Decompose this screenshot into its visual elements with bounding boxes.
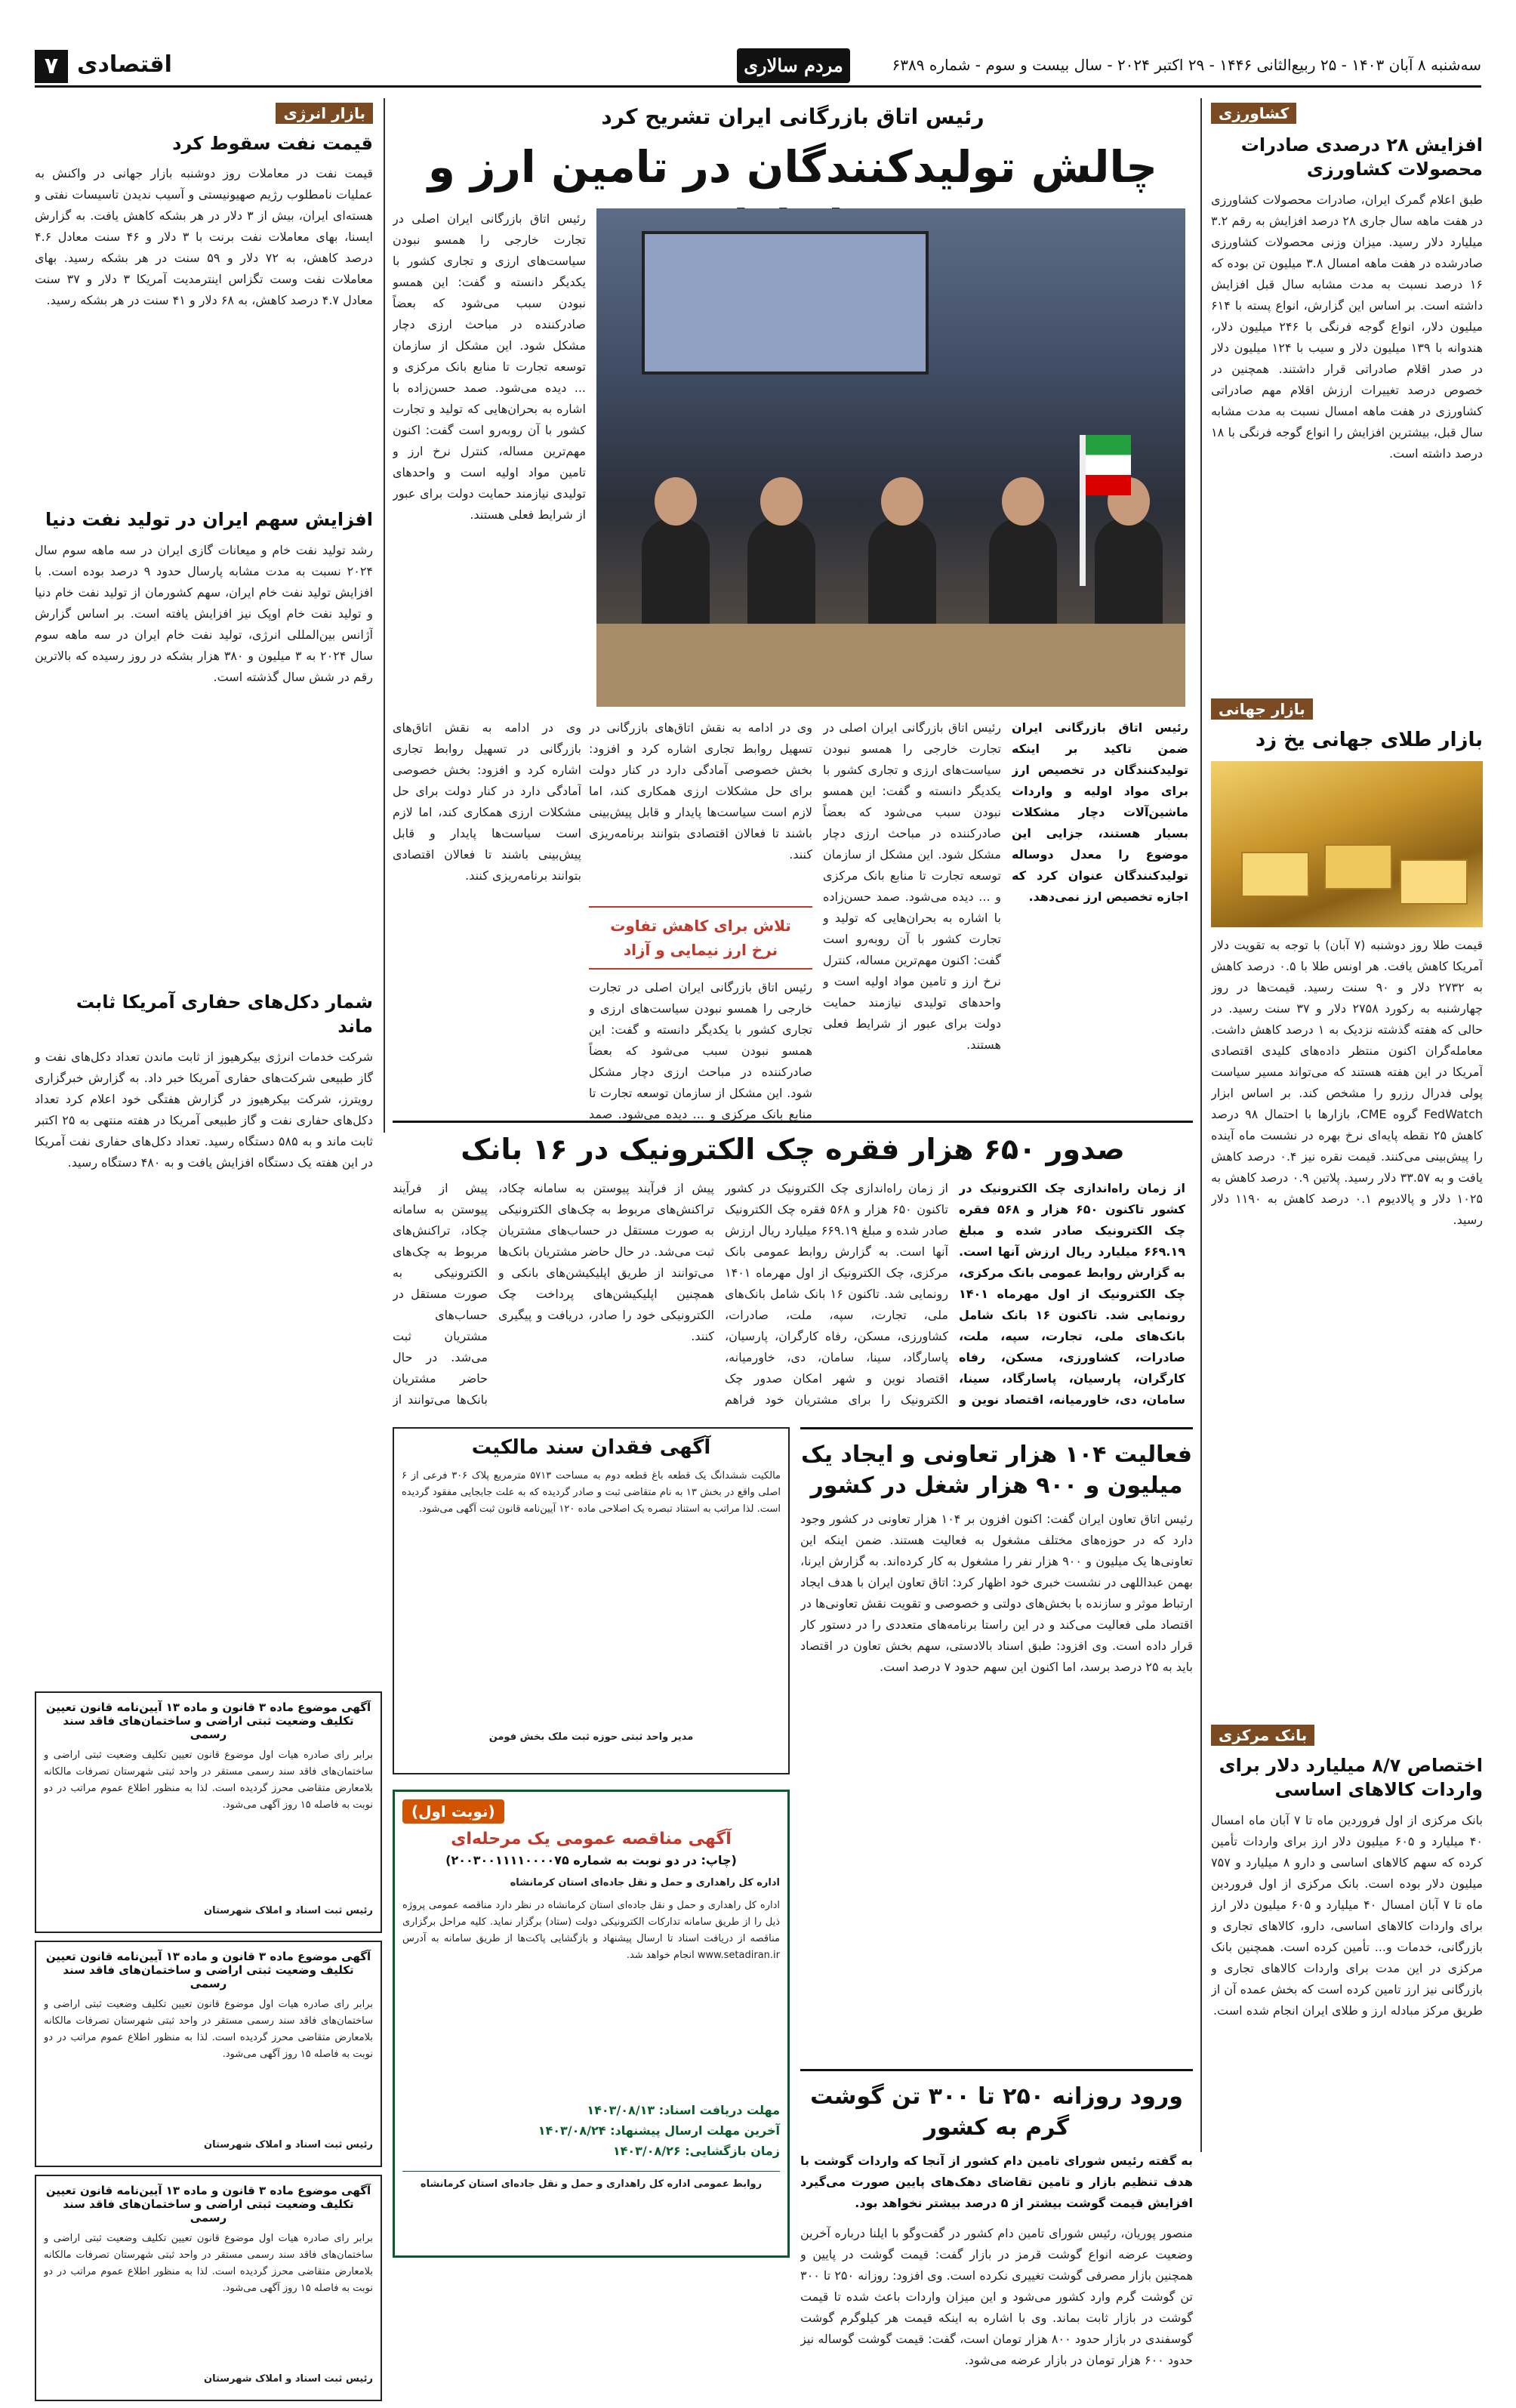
legal-notice-2: آگهی موضوع ماده ۳ قانون و ماده ۱۳ آیین‌نامه قانون تعیین تکلیف وضعیت ثبتی اراضی و ساختمان‌های فاقد سند رسمی برابر رای صادره هیات اول موضوع قانون تعیین تکلیف وضعیت ثبتی اراضی و ساختمان‌های فاقد سند رسمی مستقر در واحد ثبتی شهرستان تصرفات مالکانه بلامعارض متقاضی محرز گردیده است. لذا به منظور اطلاع عموم مراتب در دو نوبت به فاصله ۱۵ روز آگهی می‌شود. رئیس ثبت اسناد و املاک شهرستان: [35, 1941, 382, 2167]
cheque-headline: صدور ۶۵۰ هزار فقره چک الکترونیک در ۱۶ بانک: [461, 1133, 1125, 1166]
main-body-col3: [589, 717, 812, 1121]
agriculture-body: طبق اعلام گمرک ایران، صادرات محصولات کشاورزی در هفت ماهه سال جاری ۲۸ درصد افزایش به رقم ۳.۲ میلیارد دلار رسید. میزان وزنی محصولات کشاورزی صادرشده در هفت ماهه امسال ۳.۸ میلیون تن بوده که ۱۶ درصد نسبت به مدت مشابه سال قبل افزایش داشته است. بر اساس این گزارش، انواع پسته با ۶۱۴ میلیون دلار، انواع گوجه فرنگی با ۲۴۶ میلیون دلار، هندوانه با ۱۳۹ میلیون دلار و سیب با ۱۲۴ میلیون دلار در صدر اقلام صادراتی قرار داشتند. همچنین در خصوص درصد تغییرات ارزش اقلام مهم صادراتی کشاورزی در هفت ماهه امسال نسبت به مدت مشابه سال قبل، بیشترین افزایش را انواع گوجه فرنگی با ۱۸ درصد داشته است.: [1211, 192, 1483, 461]
legal-notice-1: آگهی موضوع ماده ۳ قانون و ماده ۱۳ آیین‌نامه قانون تعیین تکلیف وضعیت ثبتی اراضی و ساختمان‌های فاقد سند رسمی برابر رای صادره هیات اول موضوع قانون تعیین تکلیف وضعیت ثبتی اراضی و ساختمان‌های فاقد سند رسمی مستقر در واحد ثبتی شهرستان تصرفات مالکانه بلامعارض متقاضی محرز گردیده است. لذا به منظور اطلاع عموم مراتب در دو نوبت به فاصله ۱۵ روز آگهی می‌شود. رئیس ثبت اسناد و املاک شهرستان: [35, 1691, 382, 1933]
tender-submit: آخرین مهلت ارسال پیشنهاد: ۱۴۰۳/۰۸/۲۴: [538, 2123, 780, 2138]
oil-share-headline: افزایش سهم ایران در تولید نفت دنیا: [45, 509, 373, 531]
column-divider: [384, 98, 385, 1133]
legal-notices-left: [35, 1691, 382, 2401]
imports-body: بانک مرکزی از اول فروردین ماه تا ۷ آبان ماه امسال ۴۰ میلیارد و ۶۰۵ میلیون دلار ارز برای واردات تأمین کرده که سهم کالاهای اساسی و دارو ۸ میلیارد و ۷۵۷ میلیون دلار بوده است. بانک مرکزی از اول فروردین ماه تا ۷ آبان امسال ۴۰ میلیارد و ۶۰۵ میلیون دلار ارز برای واردات کالاهای اساسی، دارو، کالاهای تجاری و بازرگانی، خدمات و... تأمین کرده است. همچنین بانک مرکزی در این مدت برای واردات کالاهای تجاری و بازرگانی نیز ارز تامین کرده است که بخش عمده آن از طریق مرکز مبادله ارز و طلای ایران انجام شده است.: [1211, 1812, 1483, 2018]
lost-deed-notice: [393, 1427, 790, 1774]
main-lead: رئیس اتاق بازرگانی ایران ضمن تاکید بر اینکه تولیدکنندگان در تخصیص ارز برای مواد اولیه و واردات ماشین‌آلات دچار مشکلات بسیار هستند، جزایی این موضوع را معدل دوساله تولیدکنندگان عنوان کرد که اجازه تخصیص ارز نمی‌دهد.: [1012, 720, 1188, 904]
meat-body: منصور پوریان، رئیس شورای تامین دام کشور در گفت‌وگو با ایلنا درباره آخرین وضعیت عرضه انواع گوشت قرمز در بازار گفت: قیمت گوشت در پایین و همچنین بازار مصرفی گوشت تغییری نکرده است. وی افزود: روزانه ۲۵۰ تا ۳۰۰ تن گوشت گرم وارد کشور می‌شود و این میزان واردات باعث شده تا قیمت گوشت در بازار ثابت بماند. وی با اشاره به اینکه قیمت هر کیلوگرم گوشت گوسفندی در بازار حدود ۸۰۰ هزار تومان است، گفت: قیمت گوشت گوساله نیز حدود ۶۰۰ هزار تومان در بازار عرضه می‌شود.: [800, 2226, 1193, 2367]
page-number: ۷: [35, 50, 68, 83]
masthead: [35, 45, 1481, 88]
oil-share-body: رشد تولید نفت خام و میعانات گازی ایران در سه ماهه سوم سال ۲۰۲۴ نسبت به مدت مشابه پارسال حدود ۹ درصد بوده است. با افزایش تولید نفت خام ایران، سهم کشورمان از تولید نفت خام دنیا و تولید نفت خام اوپک نیز افزایش یافته است. بر اساس گزارش آژانس بین‌المللی انرژی، تولید نفت خام ایران در سه ماهه سوم سال ۲۰۲۴ به ۳ میلیون و ۳۸۰ هزار بشکه در روز رسیده که بالاترین رقم در شش سال گذشته است.: [35, 542, 373, 684]
oil-price-headline: قیمت نفت سقوط کرد: [172, 133, 373, 154]
cheque-body-col2: از زمان راه‌اندازی چک الکترونیک در کشور تاکنون ۶۵۰ هزار و ۵۶۸ فقره چک الکترونیک صادر شده و مبلغ ۶۶۹.۱۹ میلیارد ریال ارزش آنها است. به گزارش روابط عمومی بانک مرکزی، چک الکترونیک از اول مهرماه ۱۴۰۱ رونمایی شد. تاکنون ۱۶ بانک شامل بانک‌های ملی، تجارت، سپه، ملت، صادرات، کشاورزی، مسکن، رفاه کارگران، پارسیان، پاسارگاد، سینا، سامان، دی، خاورمیانه، اقتصاد نوین و شهر امکان صدور چک الکترونیک را برای مشتریان خود فراهم: [725, 1181, 948, 1407]
cheque-body-col3: پیش از فرآیند پیوستن به سامانه چکاد، تراکنش‌های مربوط به چک‌های الکترونیکی به صورت مستقل در حساب‌های مشتریان ثبت می‌شد. در حال حاضر مشتریان بانک‌ها می‌توانند از طریق اپلیکیشن‌های بانکی و همچنین اپلیکیشن‌های پرداخت چک الکترونیکی خود را صادر، دریافت و پیگیری کنند.: [498, 1181, 714, 1343]
meat-story: [800, 2069, 1193, 2408]
coop-story: [800, 1427, 1193, 2015]
main-body-col3-more: رئیس اتاق بازرگانی ایران اصلی در تجارت خارجی را همسو نبودن سیاست‌های ارزی و تجاری کشور با یکدیگر دانسته و گفت: این همسو نبودن سبب می‌شود که بعضاً صادرکننده در مباحث ارزی دچار مشکل شود. این مشکل از سازمان توسعه تجارت تا منابع بانک مرکزی و ... دیده می‌شود. صمد: [589, 980, 812, 1121]
tender-subtitle: (چاپ: در دو نوبت به شماره ۲۰۰۳۰۰۱۱۱۱۰۰۰۰۷۵): [445, 1853, 737, 1867]
agriculture-kicker: کشاورزی: [1211, 103, 1296, 124]
tender-opening: زمان بازگشایی: ۱۴۰۳/۰۸/۲۶: [612, 2144, 780, 2159]
world-market-kicker: بازار جهانی: [1211, 698, 1313, 720]
cheque-lead: از زمان راه‌اندازی چک الکترونیک در کشور تاکنون ۶۵۰ هزار و ۵۶۸ فقره چک الکترونیک صادر شده و مبلغ ۶۶۹.۱۹ میلیارد ریال ارزش آنها است. به گزارش روابط عمومی بانک مرکزی، چک الکترونیک از اول مهرماه ۱۴۰۱ رونمایی شد. تاکنون ۱۶ بانک شامل بانک‌های ملی، تجارت، سپه، ملت، صادرات، کشاورزی، مسکن، رفاه کارگران، پارسیان، پاسارگاد، سینا، سامان، دی، خاورمیانه، اقتصاد نوین و: [959, 1181, 1185, 1407]
cheque-body-col4: پیش از فرآیند پیوستن به سامانه چکاد، تراکنش‌های مربوط به چک‌های الکترونیکی به صورت مستقل در حساب‌های مشتریان ثبت می‌شد. در حال حاضر مشتریان بانک‌ها می‌توانند از: [393, 1181, 488, 1407]
rig-count-body: شرکت خدمات انرژی بیکرهیوز از ثابت ماندن تعداد دکل‌های نفت و گاز طبیعی شرکت‌های حفاری آمریکا خبر داد. به گزارش خبرگزاری رویترز، شرکت بیکرهیوز در گزارش هفتگی خود اعلام کرد تعداد دکل‌های حفاری نفت و گاز طبیعی آمریکا در هفته منتهی به ۲۵ اکتبر ثابت ماند و به ۵۸۵ دستگاه رسید. تعداد دکل‌های حفاری نفت آمریکا در این هفته یک دستگاه افزایش یافت و به ۴۸۰ دستگاه رسید.: [35, 1049, 373, 1170]
gold-headline: بازار طلای جهانی یخ زد: [1255, 728, 1483, 751]
tender-round-tag: (نوبت اول): [402, 1799, 504, 1824]
tender-footer: روابط عمومی اداره کل راهداری و حمل و نقل جاده‌ای استان کرمانشاه: [402, 2171, 780, 2193]
rig-count-headline: شمار دکل‌های حفاری آمریکا ثابت ماند: [75, 991, 373, 1038]
lost-deed-title: آگهی فقدان سند مالکیت: [471, 1436, 711, 1459]
dateline: سه‌شنبه ۸ آبان ۱۴۰۳ - ۲۵ ربیع‌الثانی ۱۴۴۶ - ۲۹ اکتبر ۲۰۲۴ - سال بیست و سوم - شماره ۶۳۸۹: [892, 56, 1481, 74]
main-body-col2: رئیس اتاق بازرگانی ایران اصلی در تجارت خارجی را همسو نبودن سیاست‌های ارزی و تجاری کشور با یکدیگر دانسته و گفت: این همسو نبودن سبب می‌شود که بعضاً صادرکننده در مباحث ارزی دچار مشکل شود. این مشکل از سازمان توسعه تجارت تا منابع بانک مرکزی و ... دیده می‌شود. صمد حسن‌زاده با اشاره به بحران‌هایی که تولید و تجارت کشور با آن روبه‌رو است گفت: اکنون مهم‌ترین مساله، کنترل نرخ ارز و تامین مواد اولیه است و واحدهای تولیدی نیازمند حمایت دولت برای عبور از شرایط فعلی هستند.: [823, 720, 1001, 1052]
left-column: [35, 103, 373, 1198]
tender-notice: [393, 1790, 790, 2258]
central-bank-kicker: بانک مرکزی: [1211, 1725, 1314, 1746]
coop-headline: فعالیت ۱۰۴ هزار تعاونی و ایجاد یک میلیون و ۹۰۰ هزار شغل در کشور: [801, 1441, 1192, 1499]
main-headline: چالش تولیدکنندگان در تامین ارز و: [427, 140, 1158, 193]
tender-org: اداره کل راهداری و حمل و نقل جاده‌ای استان کرمانشاه: [510, 1877, 780, 1888]
cheque-story: [393, 1121, 1193, 1169]
tender-deadline: مهلت دریافت اسناد: ۱۴۰۳/۰۸/۱۳: [587, 2103, 780, 2118]
oil-price-body: قیمت نفت در معاملات روز دوشنبه بازار جهانی در واکنش به عملیات نامطلوب رژیم صهیونیستی و آسیب ندیدن تاسیسات نفتی و هسته‌ای ایران، بیش از ۳ دلار در هر بشکه کاهش یافت. به گزارش ایسنا، بهای معاملات نفت برنت با ۳ دلار و ۴۶ سنت معادل ۴.۶ درصد کاهش، به ۷۲ دلار و ۵۹ سنت در هر بشکه رسید. بهای معاملات نفت وست تگزاس اینترمدیت آمریکا ۳ دلار و ۳۷ سنت معادل ۴.۷ درصد کاهش، به ۶۸ دلار و ۴۱ سنت در هر بشکه رسید.: [35, 166, 373, 308]
newspaper-logo: مردم سالاری: [737, 48, 850, 83]
imports-headline: اختصاص ۸/۷ میلیارد دلار برای واردات کالاهای اساسی: [1219, 1754, 1483, 1801]
legal-notice-3: آگهی موضوع ماده ۳ قانون و ماده ۱۳ آیین‌نامه قانون تعیین تکلیف وضعیت ثبتی اراضی و ساختمان‌های فاقد سند رسمی برابر رای صادره هیات اول موضوع قانون تعیین تکلیف وضعیت ثبتی اراضی و ساختمان‌های فاقد سند رسمی مستقر در واحد ثبتی شهرستان تصرفات مالکانه بلامعارض متقاضی محرز گردیده است. لذا به منظور اطلاع عموم مراتب در دو نوبت به فاصله ۱۵ روز آگهی می‌شود. رئیس ثبت اسناد و املاک شهرستان: [35, 2175, 382, 2401]
section-title: اقتصادی: [77, 51, 172, 78]
tender-title: آگهی مناقصه عمومی یک مرحله‌ای: [451, 1830, 732, 1848]
gold-bars-photo: [1211, 761, 1483, 927]
coop-body: رئیس اتاق تعاون ایران گفت: اکنون افزون بر ۱۰۴ هزار تعاونی در کشور وجود دارد که در حوزه‌های مختلف مشغول به فعالیت هستند. ضمن اینکه این تعاونی‌ها یک میلیون و ۹۰۰ هزار نفر را مشغول به کار کرده‌اند. به گزارش ایرنا، بهمن عبداللهی در نشست خبری خود اظهار کرد: اتاق تعاون ایران با هدف ایجاد ارتباط موثر و سازنده با بخش‌های دولتی و خصوصی و تقویت نقش تعاونی‌ها در اقتصاد ملی فعالیت می‌کند و در این راستا برنامه‌های متعددی را در دستور کار قرار داده است. وی افزود: طبق اسناد بالادستی، سهم بخش تعاون در اقتصاد باید به ۲۵ درصد برسد، اما اکنون این سهم حدود ۷ درصد است.: [800, 1512, 1193, 1674]
meat-headline: ورود روزانه ۲۵۰ تا ۳۰۰ تن گوشت گرم به کشور: [810, 2083, 1183, 2141]
right-column: [1211, 103, 1483, 2369]
main-kicker: رئیس اتاق بازرگانی ایران تشریح کرد: [601, 104, 984, 129]
main-body-col4: وی در ادامه به نقش اتاق‌های بازرگانی در تسهیل روابط تجاری اشاره کرد و افزود: بخش خصوصی آمادگی دارد در کنار دولت برای حل مشکلات ارزی همکاری کند، اما لازم است سیاست‌ها پایدار و قابل پیش‌بینی باشند تا فعالان اقتصادی بتوانند برنامه‌ریزی کنند.: [393, 720, 581, 883]
gold-body: قیمت طلا روز دوشنبه (۷ آبان) با توجه به تقویت دلار آمریکا کاهش یافت. هر اونس طلا با ۰.۵ درصد کاهش به ۲۷۳۲ دلار و ۹۰ سنت رسید. قیمت‌ها در روز چهارشنبه به رکورد ۲۷۵۸ دلار و ۳۷ سنت رسید. در حالی که هفته گذشته نزدیک به ۱ درصد کاهش داشت. معامله‌گران اکنون منتظر داده‌های کلیدی اقتصادی آمریکا در این هفته هستند که می‌تواند مسیر سیاست پولی فدرال رزرو را مشخص کند. بر اساس ابزار FedWatch گروه CME، بازارها با احتمال ۹۸ درصد کاهش ۲۵ نقطه پایه‌ای نرخ بهره در نشست ماه آینده را پیش‌بینی می‌کنند. قیمت نقره نیز ۰.۴ درصد کاهش یافت و به ۳۳.۵۷ دلار رسید. پلاتین ۰.۹ درصد کاهش به ۱۰۲۵ دلار و پالادیوم ۰.۱ درصد کاهش به ۱۱۹۰ دلار رسید.: [1211, 937, 1483, 1227]
main-body-col-left: رئیس اتاق بازرگانی ایران اصلی در تجارت خارجی را همسو نبودن سیاست‌های ارزی و تجاری کشور با یکدیگر دانسته و گفت: این همسو نبودن سبب می‌شود که بعضاً صادرکننده در مباحث ارزی دچار مشکل شود. این مشکل از سازمان توسعه تجارت تا منابع بانک مرکزی و ... دیده می‌شود. صمد حسن‌زاده با اشاره به بحران‌هایی که تولید و تجارت کشور با آن روبه‌رو است گفت: اکنون مهم‌ترین مساله، کنترل نرخ ارز و تامین مواد اولیه است و واحدهای تولیدی نیازمند حمایت دولت برای عبور از شرایط فعلی هستند.: [393, 211, 586, 522]
lost-deed-signature: مدیر واحد ثبتی حوزه ثبت ملک بخش فومن: [488, 1731, 694, 1743]
agriculture-headline: افزایش ۲۸ درصدی صادرات محصولات کشاورزی: [1240, 134, 1483, 180]
column-divider: [1200, 98, 1202, 2152]
pull-quote: تلاش برای کاهش تفاوت نرخ ارز نیمایی و آزاد: [589, 906, 812, 970]
main-body-col3-text: وی در ادامه به نقش اتاق‌های بازرگانی در تسهیل روابط تجاری اشاره کرد و افزود: بخش خصوصی آمادگی دارد در کنار دولت برای حل مشکلات ارزی همکاری کند، اما لازم است سیاست‌ها پایدار و قابل پیش‌بینی باشند تا فعالان اقتصادی بتوانند برنامه‌ریزی کنند.: [589, 720, 812, 862]
meeting-photo: [596, 208, 1185, 707]
tender-body: اداره کل راهداری و حمل و نقل جاده‌ای استان کرمانشاه در نظر دارد مناقصه عمومی پروژه ذیل را از طریق سامانه تدارکات الکترونیکی دولت (ستاد) برگزار نماید. کلیه مراحل برگزاری مناقصه از دریافت اسناد تا ارسال پیشنهاد و بازگشایی پاکت‌ها از طریق سامانه به آدرس www.setadiran.ir انجام خواهد شد.: [402, 1900, 780, 1962]
lost-deed-body: مالکیت ششدانگ یک قطعه باغ قطعه دوم به مساحت ۵۷۱۳ مترمربع پلاک ۳۰۶ فرعی از ۶ اصلی واقع در بخش ۱۳ به نام متقاضی ثبت و صادر گردیده که به علت جابجایی مفقود گردیده است. لذا مراتب به استناد تبصره یک اصلاحی ماده ۱۲۰ آیین‌نامه قانون ثبت آگهی می‌شود.: [402, 1470, 781, 1515]
meat-lead: به گفته رئیس شورای تامین دام کشور از آنجا که واردات گوشت با هدف تنظیم بازار و تامین تقاضای دهک‌های پایین صورت می‌گیرد افزایش قیمت گوشت بیشتر از ۵ درصد بیشتر نخواهد بود.: [800, 2154, 1193, 2210]
energy-kicker: بازار انرژی: [276, 103, 373, 124]
